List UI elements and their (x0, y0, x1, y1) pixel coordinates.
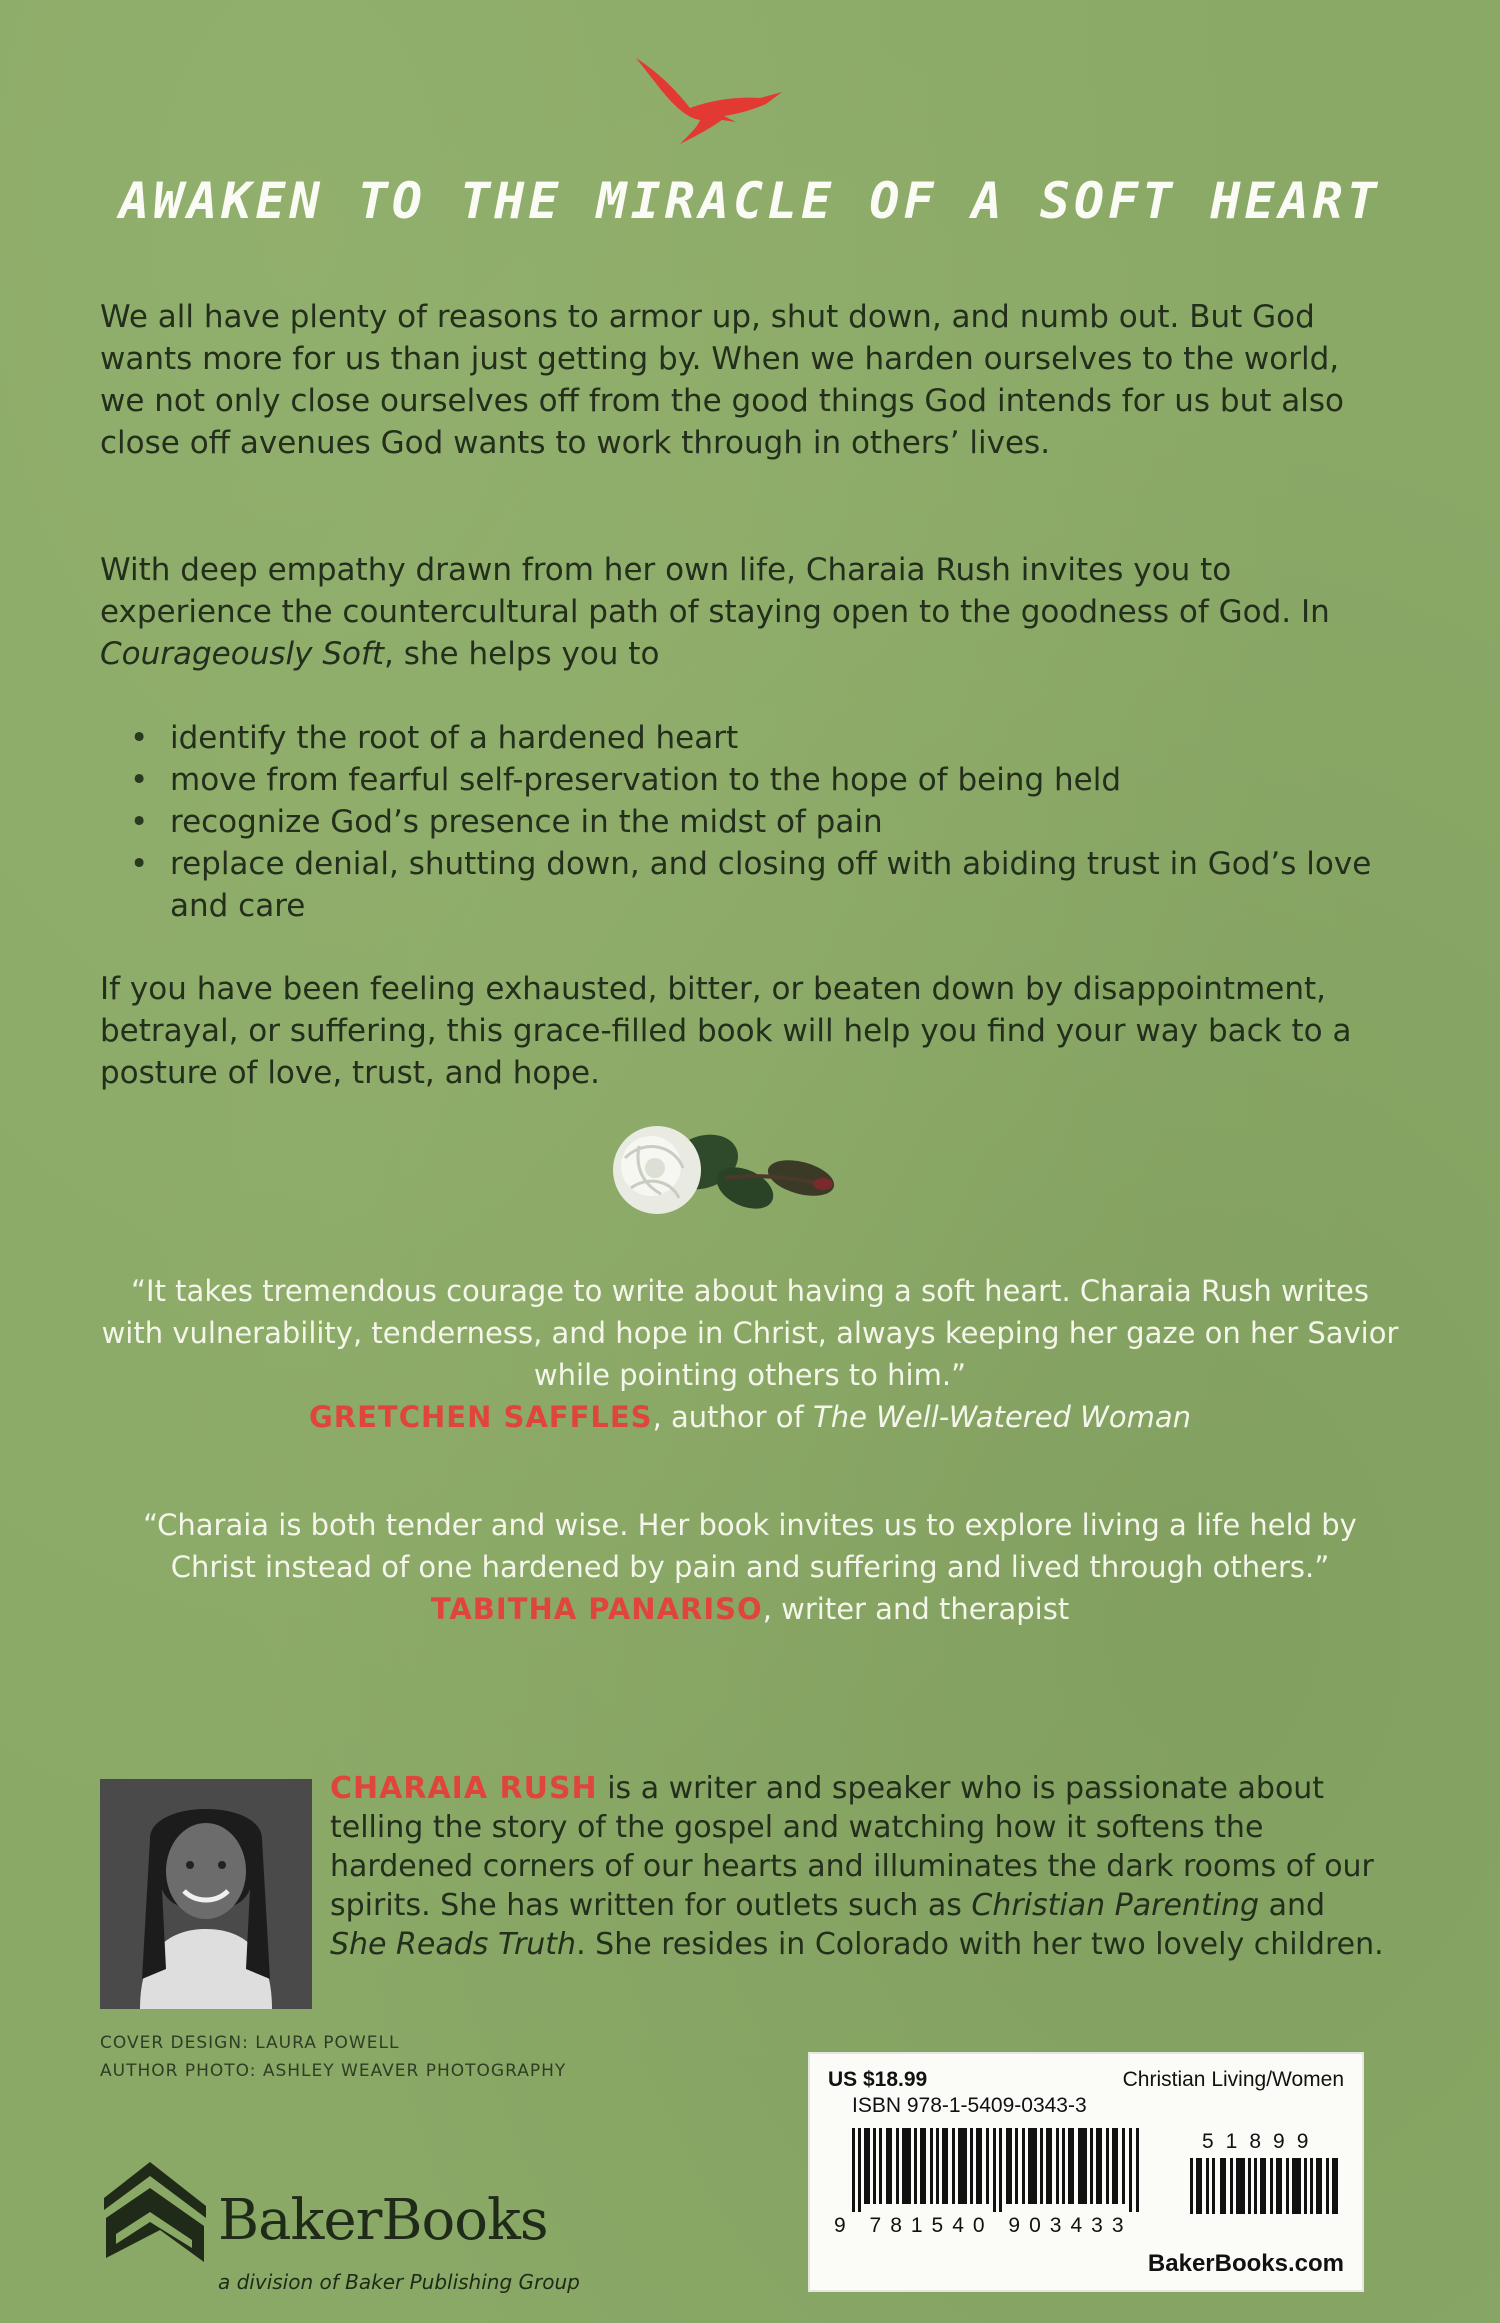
endorser-name: GRETCHEN SAFFLES (308, 1400, 653, 1434)
isbn: ISBN 978-1-5409-0343-3 (852, 2094, 1087, 2117)
intro-paragraph: We all have plenty of reasons to armor up, shut down, and numb out. But God wants more for us than just getting by. When we harden ourselves to the world, we not only close ourselves off from the good things God intends for us but also close off avenues God wants to work through in others’ lives. (100, 299, 1344, 461)
bullet-item: • identify the root of a hardened heart (100, 717, 1380, 759)
endorsement-attribution (100, 1588, 1400, 1630)
endorser-role: , writer and therapist (762, 1592, 1070, 1626)
author-photo (100, 1779, 312, 2009)
cover-credits (100, 2029, 566, 2085)
publisher-division: a division of Baker Publishing Group (218, 2270, 580, 2294)
endorser-role: , author of (652, 1400, 813, 1434)
bullet-item: • move from fearful self-preservation to the hope of being held (100, 759, 1380, 801)
price: US $18.99 (828, 2068, 928, 2091)
endorsement-attribution (100, 1396, 1400, 1438)
author-portrait-icon (100, 1779, 312, 2009)
closing-paragraph: If you have been feeling exhausted, bitter, or beaten down by disappointment, betrayal, or suffering, this grace-filled book will help you find your way back to a posture of love, trust, and hope. (100, 971, 1352, 1091)
addon-digits: 51899 (1202, 2130, 1321, 2153)
bio-text: is a writer and speaker who is passionate about telling the story of the gospel and watching how it softens the hardened corners of our hearts and illuminates the dark rooms of our spirits. She has written for outlets such as (330, 1771, 1374, 1923)
bio-text: and (1259, 1888, 1326, 1923)
bullet-item: • recognize God’s presence in the midst of pain (100, 801, 1380, 843)
isbn-barcode-block (808, 2052, 1364, 2292)
publisher-name: BakerBooks (218, 2188, 548, 2253)
bullet-item: • replace denial, shutting down, and closing off with abiding trust in God’s love and care (100, 843, 1380, 927)
paragraph-2-end: , she helps you to (384, 636, 660, 672)
book-title: Courageously Soft (100, 636, 385, 672)
endorser-book-title: The Well-Watered Woman (812, 1400, 1192, 1434)
bullet-list (100, 717, 1380, 927)
author-bio (330, 1769, 1390, 1964)
paragraph-2-text: With deep empathy drawn from her own life, Charaia Rush invites you to experience the countercultural path of staying open to the goodness of God. In (100, 552, 1330, 630)
barcode-addon-icon (1190, 2158, 1342, 2214)
barcode-main-icon (852, 2128, 1142, 2212)
headline: AWAKEN TO THE MIRACLE OF A SOFT HEART (119, 172, 1381, 230)
endorsement-quote: “It takes tremendous courage to write about having a soft heart. Charaia Rush writes with vulnerability, tenderness, and hope in Christ, always keeping her gaze on her Savior while pointing others to him.” (101, 1274, 1399, 1392)
cover-design-credit: COVER DESIGN: LAURA POWELL (100, 2033, 400, 2053)
barcode-digits: 9 781540 903433 (834, 2214, 1133, 2237)
author-name: CHARAIA RUSH (330, 1771, 598, 1806)
endorsement-2 (100, 1504, 1400, 1630)
bio-outlet: Christian Parenting (971, 1888, 1260, 1923)
bird-icon (628, 52, 788, 162)
paragraph-2 (100, 549, 1380, 675)
publisher-logo (100, 2158, 620, 2298)
bakerbooks-house-icon (100, 2158, 210, 2268)
endorsement-1 (100, 1270, 1400, 1438)
endorsement-quote: “Charaia is both tender and wise. Her book invites us to explore living a life held by Christ instead of one hardened by pain and suffering and lived through others.” (143, 1508, 1357, 1584)
gardenia-flower-icon (595, 1118, 855, 1218)
publisher-website: BakerBooks.com (1147, 2250, 1344, 2277)
author-photo-credit: AUTHOR PHOTO: ASHLEY WEAVER PHOTOGRAPHY (100, 2061, 567, 2081)
bio-text: . She resides in Colorado with her two lovely children. (576, 1927, 1384, 1962)
bio-outlet: She Reads Truth (330, 1927, 577, 1962)
endorser-name: TABITHA PANARISO (430, 1592, 763, 1626)
category: Christian Living/Women (1122, 2068, 1344, 2091)
